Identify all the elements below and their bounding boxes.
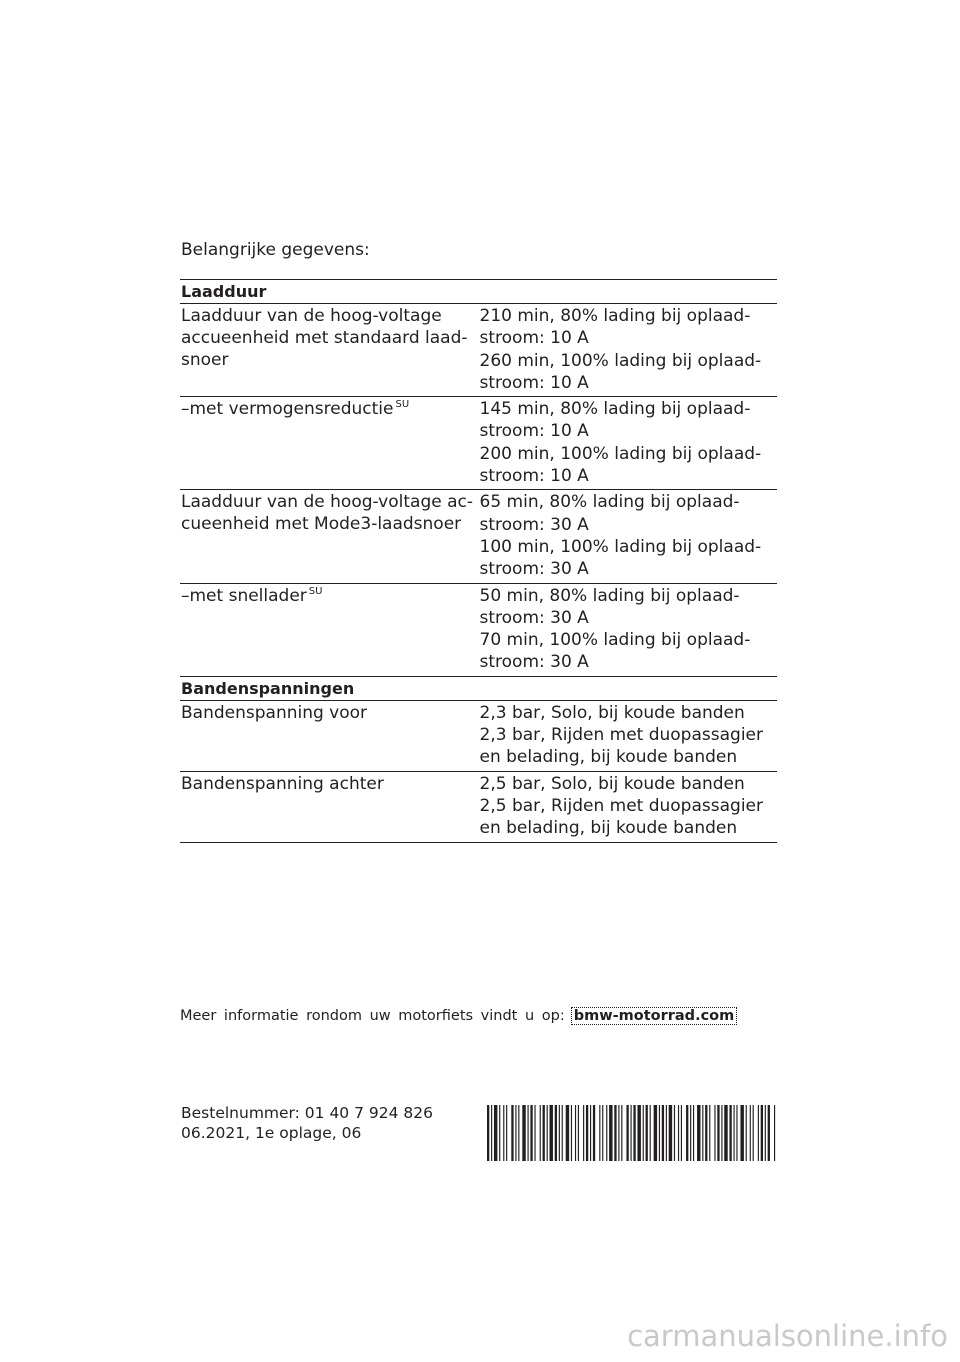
row-value: 2,5 bar, Rijden met duopassagier en belading, bij koude banden [479,795,763,839]
watermark: carmanualsonline.info [627,1319,948,1353]
table-row [180,397,777,490]
section-title-bandenspanningen: Bandenspanningen [180,677,777,701]
su-marker: SU [395,399,410,411]
table-row [180,772,777,843]
row-label: Laadduur van de hoog-voltage ac-cueenheid met Mode3-laadsnoer [181,492,474,535]
row-value: 65 min, 80% lading bij oplaad- stroom: 30 A [479,492,740,535]
website-link[interactable]: bmw-motorrad.com [571,1007,738,1025]
row-value: 70 min, 100% lading bij oplaad- stroom: 30 A [479,630,751,673]
table-row [180,304,777,397]
row-values [480,701,778,769]
row-value: 200 min, 100% lading bij oplaad- stroom: 10 A [479,443,762,487]
more-info [180,1005,737,1027]
row-values [480,584,778,674]
more-info-text: Meer informatie rondom uw motorfiets vindt u op: [180,1008,565,1024]
table-row [180,701,777,772]
row-label: Bandenspanning achter [181,773,384,794]
row-value: 260 min, 100% lading bij oplaad- stroom: 10 A [479,350,762,393]
intro-heading: Belangrijke gegevens: [181,240,370,260]
row-value: 2,3 bar, Rijden met duopassagier en belading, bij koude banden [479,725,763,768]
section-title-laadduur: Laadduur [180,280,777,304]
row-values [480,490,778,580]
row-label: –met vermogensreductie $^{SU}$ [181,399,410,420]
row-value: 2,5 bar, Solo, bij koude banden [479,773,745,794]
row-values [480,397,778,487]
table-row [180,490,777,583]
row-value: 2,3 bar, Solo, bij koude banden [479,702,745,723]
su-marker: SU [308,585,323,597]
table-row [180,584,777,677]
row-label: Laadduur van de hoog-voltage accueenheid met standaard laad-snoer [181,306,468,370]
edition-info: 06.2021, 1e oplage, 06 [181,1124,362,1142]
barcode-icon [487,1105,776,1161]
order-number: Bestelnummer: 01 40 7 924 826 [181,1104,433,1122]
row-value: 210 min, 80% lading bij oplaad- stroom: 10 A [479,306,751,349]
row-values [480,304,778,394]
row-value: 145 min, 80% lading bij oplaad- stroom: 10 A [479,399,751,442]
row-value: 50 min, 80% lading bij oplaad- stroom: 30 A [479,585,740,628]
row-label: –met snellader $^{SU}$ [181,585,323,606]
row-values [480,772,778,840]
row-value: 100 min, 100% lading bij oplaad- stroom: 30 A [479,536,762,580]
row-label: Bandenspanning voor [181,702,368,723]
order-info [181,1103,433,1143]
specs-table [180,279,777,843]
